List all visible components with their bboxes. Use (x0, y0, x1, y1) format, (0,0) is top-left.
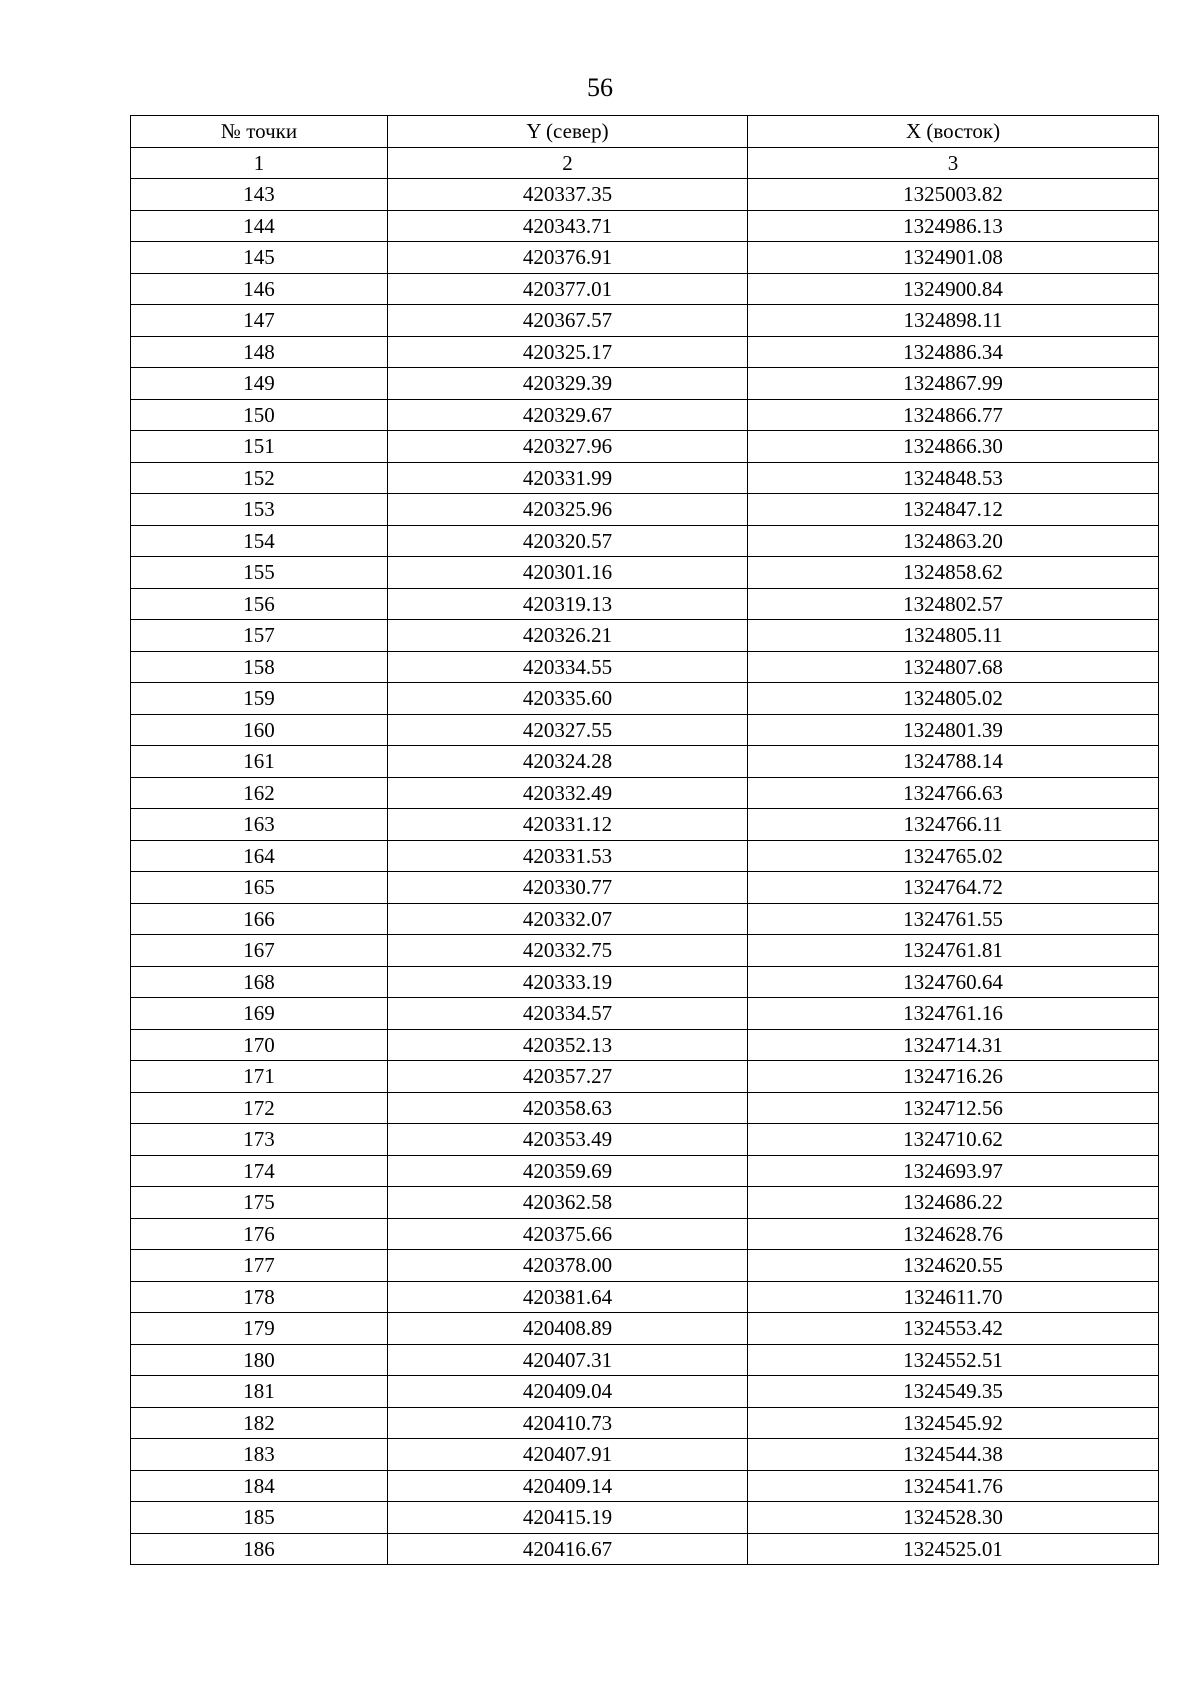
cell-x-east: 1324525.01 (748, 1533, 1159, 1565)
cell-y-north: 420324.28 (388, 746, 748, 778)
table-row (131, 1029, 1159, 1061)
table-row (131, 1502, 1159, 1534)
cell-point-number: 158 (131, 651, 388, 683)
cell-y-north: 420329.39 (388, 368, 748, 400)
cell-y-north: 420407.31 (388, 1344, 748, 1376)
table-row (131, 1187, 1159, 1219)
cell-x-east: 1324867.99 (748, 368, 1159, 400)
table-row (131, 305, 1159, 337)
table-row (131, 651, 1159, 683)
cell-y-north: 420375.66 (388, 1218, 748, 1250)
cell-y-north: 420335.60 (388, 683, 748, 715)
cell-point-number: 165 (131, 872, 388, 904)
cell-point-number: 145 (131, 242, 388, 274)
cell-x-east: 1324801.39 (748, 714, 1159, 746)
table-row (131, 368, 1159, 400)
cell-y-north: 420325.17 (388, 336, 748, 368)
table-row (131, 557, 1159, 589)
cell-point-number: 168 (131, 966, 388, 998)
cell-point-number: 160 (131, 714, 388, 746)
cell-point-number: 174 (131, 1155, 388, 1187)
cell-y-north: 420352.13 (388, 1029, 748, 1061)
cell-x-east: 1324611.70 (748, 1281, 1159, 1313)
cell-x-east: 1324712.56 (748, 1092, 1159, 1124)
table-row (131, 872, 1159, 904)
table-row (131, 1281, 1159, 1313)
cell-y-north: 420410.73 (388, 1407, 748, 1439)
cell-point-number: 143 (131, 179, 388, 211)
cell-y-north: 420332.49 (388, 777, 748, 809)
cell-x-east: 1324764.72 (748, 872, 1159, 904)
cell-y-north: 420334.57 (388, 998, 748, 1030)
table-row (131, 777, 1159, 809)
cell-x-east: 1324761.16 (748, 998, 1159, 1030)
table-row (131, 1218, 1159, 1250)
cell-y-north: 420358.63 (388, 1092, 748, 1124)
cell-point-number: 179 (131, 1313, 388, 1345)
cell-point-number: 184 (131, 1470, 388, 1502)
table-row (131, 1407, 1159, 1439)
table-row (131, 1470, 1159, 1502)
cell-y-north: 420334.55 (388, 651, 748, 683)
cell-y-north: 420326.21 (388, 620, 748, 652)
cell-x-east: 1324541.76 (748, 1470, 1159, 1502)
table-row (131, 1439, 1159, 1471)
cell-y-north: 420337.35 (388, 179, 748, 211)
cell-y-north: 420325.96 (388, 494, 748, 526)
cell-point-number: 172 (131, 1092, 388, 1124)
cell-x-east: 1324886.34 (748, 336, 1159, 368)
cell-x-east: 1324628.76 (748, 1218, 1159, 1250)
cell-x-east: 1324544.38 (748, 1439, 1159, 1471)
cell-x-east: 1324552.51 (748, 1344, 1159, 1376)
table-row (131, 1344, 1159, 1376)
cell-point-number: 169 (131, 998, 388, 1030)
cell-x-east: 1324686.22 (748, 1187, 1159, 1219)
cell-point-number: 166 (131, 903, 388, 935)
cell-point-number: 144 (131, 210, 388, 242)
cell-point-number: 177 (131, 1250, 388, 1282)
cell-y-north: 420408.89 (388, 1313, 748, 1345)
cell-point-number: 149 (131, 368, 388, 400)
table-row (131, 683, 1159, 715)
header-x-east: X (восток) (748, 116, 1159, 148)
column-number-1: 1 (131, 147, 388, 179)
table-row (131, 966, 1159, 998)
cell-x-east: 1324802.57 (748, 588, 1159, 620)
cell-x-east: 1324553.42 (748, 1313, 1159, 1345)
cell-x-east: 1324866.30 (748, 431, 1159, 463)
cell-y-north: 420353.49 (388, 1124, 748, 1156)
cell-y-north: 420416.67 (388, 1533, 748, 1565)
cell-y-north: 420357.27 (388, 1061, 748, 1093)
cell-point-number: 181 (131, 1376, 388, 1408)
cell-x-east: 1324805.11 (748, 620, 1159, 652)
table-row (131, 620, 1159, 652)
cell-point-number: 151 (131, 431, 388, 463)
cell-point-number: 171 (131, 1061, 388, 1093)
cell-x-east: 1325003.82 (748, 179, 1159, 211)
table-row (131, 1313, 1159, 1345)
cell-x-east: 1324549.35 (748, 1376, 1159, 1408)
cell-x-east: 1324761.55 (748, 903, 1159, 935)
cell-x-east: 1324847.12 (748, 494, 1159, 526)
table-row (131, 1376, 1159, 1408)
table-row (131, 714, 1159, 746)
cell-x-east: 1324528.30 (748, 1502, 1159, 1534)
table-row (131, 588, 1159, 620)
cell-x-east: 1324863.20 (748, 525, 1159, 557)
table-row (131, 746, 1159, 778)
header-row (131, 116, 1159, 148)
cell-y-north: 420377.01 (388, 273, 748, 305)
cell-point-number: 150 (131, 399, 388, 431)
cell-x-east: 1324710.62 (748, 1124, 1159, 1156)
cell-y-north: 420362.58 (388, 1187, 748, 1219)
cell-x-east: 1324848.53 (748, 462, 1159, 494)
cell-point-number: 159 (131, 683, 388, 715)
cell-point-number: 146 (131, 273, 388, 305)
cell-point-number: 175 (131, 1187, 388, 1219)
table-row (131, 179, 1159, 211)
cell-y-north: 420319.13 (388, 588, 748, 620)
cell-x-east: 1324760.64 (748, 966, 1159, 998)
cell-x-east: 1324986.13 (748, 210, 1159, 242)
cell-x-east: 1324858.62 (748, 557, 1159, 589)
cell-y-north: 420333.19 (388, 966, 748, 998)
cell-y-north: 420343.71 (388, 210, 748, 242)
cell-y-north: 420378.00 (388, 1250, 748, 1282)
cell-x-east: 1324898.11 (748, 305, 1159, 337)
table-body (131, 179, 1159, 1565)
cell-point-number: 152 (131, 462, 388, 494)
table-row (131, 935, 1159, 967)
coordinates-table (130, 115, 1159, 1565)
cell-point-number: 153 (131, 494, 388, 526)
table-row (131, 809, 1159, 841)
cell-y-north: 420331.12 (388, 809, 748, 841)
cell-x-east: 1324761.81 (748, 935, 1159, 967)
cell-y-north: 420301.16 (388, 557, 748, 589)
cell-y-north: 420415.19 (388, 1502, 748, 1534)
cell-y-north: 420409.14 (388, 1470, 748, 1502)
cell-point-number: 155 (131, 557, 388, 589)
table-row (131, 273, 1159, 305)
table-row (131, 1155, 1159, 1187)
cell-x-east: 1324545.92 (748, 1407, 1159, 1439)
table-row (131, 903, 1159, 935)
column-number-3: 3 (748, 147, 1159, 179)
cell-y-north: 420329.67 (388, 399, 748, 431)
cell-x-east: 1324788.14 (748, 746, 1159, 778)
cell-y-north: 420409.04 (388, 1376, 748, 1408)
table-row (131, 1124, 1159, 1156)
cell-point-number: 161 (131, 746, 388, 778)
column-number-2: 2 (388, 147, 748, 179)
table-row (131, 525, 1159, 557)
table-row (131, 494, 1159, 526)
table-row (131, 210, 1159, 242)
cell-point-number: 182 (131, 1407, 388, 1439)
cell-point-number: 178 (131, 1281, 388, 1313)
column-number-row (131, 147, 1159, 179)
cell-point-number: 147 (131, 305, 388, 337)
table-row (131, 998, 1159, 1030)
cell-point-number: 183 (131, 1439, 388, 1471)
header-point-number: № точки (131, 116, 388, 148)
table-row (131, 1533, 1159, 1565)
cell-x-east: 1324866.77 (748, 399, 1159, 431)
cell-point-number: 167 (131, 935, 388, 967)
cell-y-north: 420327.55 (388, 714, 748, 746)
cell-x-east: 1324766.11 (748, 809, 1159, 841)
table-row (131, 336, 1159, 368)
cell-x-east: 1324714.31 (748, 1029, 1159, 1061)
cell-x-east: 1324693.97 (748, 1155, 1159, 1187)
cell-point-number: 157 (131, 620, 388, 652)
cell-point-number: 185 (131, 1502, 388, 1534)
cell-y-north: 420330.77 (388, 872, 748, 904)
cell-point-number: 170 (131, 1029, 388, 1061)
page-number: 56 (587, 73, 613, 102)
cell-y-north: 420320.57 (388, 525, 748, 557)
cell-y-north: 420332.07 (388, 903, 748, 935)
cell-x-east: 1324807.68 (748, 651, 1159, 683)
table-row (131, 242, 1159, 274)
cell-point-number: 154 (131, 525, 388, 557)
cell-y-north: 420367.57 (388, 305, 748, 337)
table-row (131, 1092, 1159, 1124)
cell-point-number: 156 (131, 588, 388, 620)
cell-y-north: 420376.91 (388, 242, 748, 274)
cell-x-east: 1324901.08 (748, 242, 1159, 274)
cell-y-north: 420359.69 (388, 1155, 748, 1187)
cell-point-number: 148 (131, 336, 388, 368)
cell-y-north: 420407.91 (388, 1439, 748, 1471)
table-row (131, 431, 1159, 463)
cell-y-north: 420332.75 (388, 935, 748, 967)
cell-point-number: 186 (131, 1533, 388, 1565)
table-row (131, 1061, 1159, 1093)
cell-x-east: 1324765.02 (748, 840, 1159, 872)
table-row (131, 399, 1159, 431)
cell-y-north: 420331.53 (388, 840, 748, 872)
cell-point-number: 164 (131, 840, 388, 872)
cell-point-number: 176 (131, 1218, 388, 1250)
cell-x-east: 1324805.02 (748, 683, 1159, 715)
cell-x-east: 1324620.55 (748, 1250, 1159, 1282)
cell-y-north: 420331.99 (388, 462, 748, 494)
cell-point-number: 163 (131, 809, 388, 841)
cell-x-east: 1324716.26 (748, 1061, 1159, 1093)
cell-x-east: 1324900.84 (748, 273, 1159, 305)
cell-point-number: 162 (131, 777, 388, 809)
cell-y-north: 420327.96 (388, 431, 748, 463)
table-row (131, 840, 1159, 872)
table-row (131, 1250, 1159, 1282)
cell-x-east: 1324766.63 (748, 777, 1159, 809)
cell-point-number: 180 (131, 1344, 388, 1376)
header-y-north: Y (север) (388, 116, 748, 148)
table-row (131, 462, 1159, 494)
table-header (131, 116, 1159, 179)
cell-y-north: 420381.64 (388, 1281, 748, 1313)
cell-point-number: 173 (131, 1124, 388, 1156)
